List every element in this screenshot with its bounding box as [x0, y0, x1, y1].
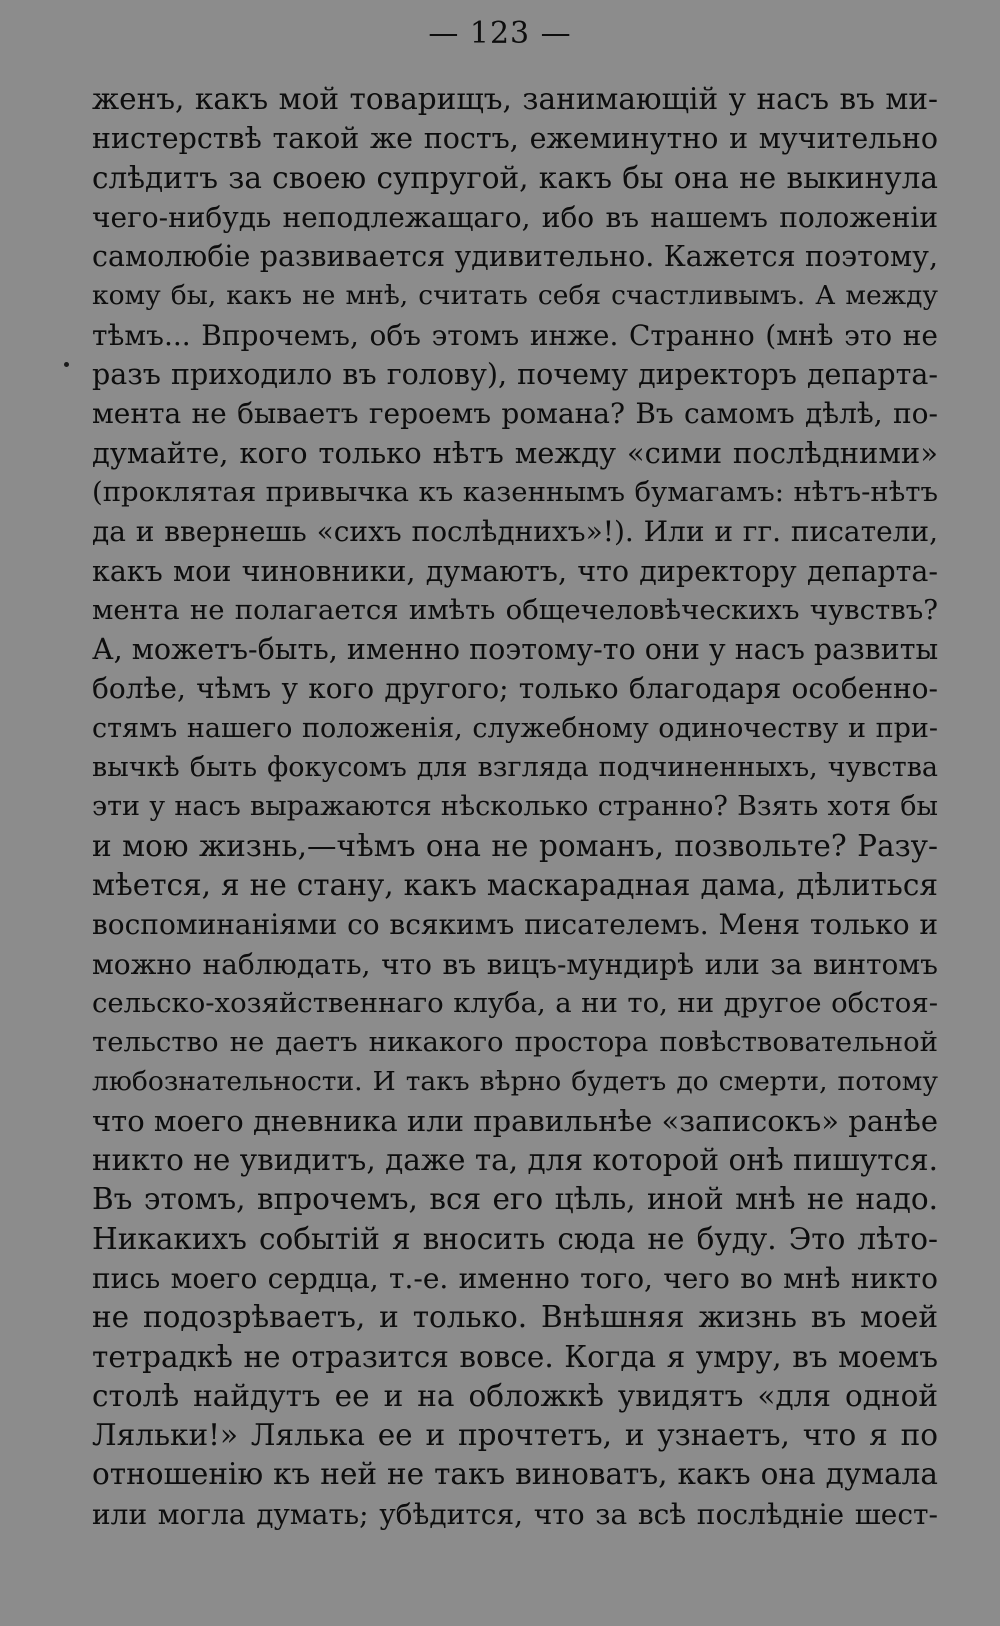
text-line: разъ приходило въ голову), почему директоръ департа- — [92, 358, 938, 392]
text-line: какъ мои чиновники, думаютъ, что директору департа- — [92, 554, 938, 588]
page-number: — 123 — — [428, 16, 572, 51]
text-line: Въ этомъ, впрочемъ, вся его цѣль, иной мнѣ не надо. — [92, 1182, 938, 1217]
margin-dot — [64, 362, 69, 367]
text-line: нистерствѣ такой же постъ, ежеминутно и мучительно — [92, 122, 938, 156]
text-line: слѣдитъ за своею супругой, какъ бы она не выкинула — [92, 160, 938, 195]
text-line: можно наблюдать, что въ вицъ-мундирѣ или за винтомъ — [92, 947, 938, 981]
text-line: столѣ найдутъ ее и на обложкѣ увидятъ «для одной — [92, 1378, 938, 1413]
text-line: думайте, кого только нѣтъ между «сими послѣдними» — [92, 435, 938, 470]
text-line: что моего дневника или правильнѣе «записокъ» ранѣе — [92, 1103, 938, 1138]
text-line: или могла думать; убѣдится, что за всѣ послѣдніе шест- — [92, 1497, 938, 1531]
text-line: стямъ нашего положенія, служебному одиночеству и при- — [92, 712, 938, 744]
text-line: мѣется, я не стану, какъ маскарадная дама, дѣлиться — [92, 867, 938, 902]
text-line: да и ввернешь «сихъ послѣднихъ»!). Или и гг. писатели, — [92, 515, 938, 549]
text-line: эти у насъ выражаются нѣсколько странно? Взять хотя бы — [92, 791, 938, 823]
text-line: отношенію къ ней не такъ виноватъ, какъ она думала — [92, 1457, 938, 1492]
text-line: тетрадкѣ не отразится вовсе. Когда я умру, въ моемъ — [92, 1339, 938, 1374]
text-line: чего-нибудь неподлежащаго, ибо въ нашемъ положеніи — [92, 200, 938, 234]
body-text — [92, 80, 938, 1534]
text-line: А, можетъ-быть, именно поэтому-то они у насъ развиты — [92, 633, 938, 667]
text-line: воспоминаніями со всякимъ писателемъ. Меня только и — [92, 908, 938, 942]
text-line: сельско-хозяйственнаго клуба, а ни то, ни другое обстоя- — [92, 986, 938, 1019]
text-line: пись моего сердца, т.-е. именно того, чего во мнѣ никто — [92, 1261, 938, 1295]
text-line: никто не увидитъ, даже та, для которой онѣ пишутся. — [92, 1143, 938, 1178]
text-line: кому бы, какъ не мнѣ, считать себя счастливымъ. А между — [92, 280, 938, 312]
text-line: не подозрѣваетъ, и только. Внѣшняя жизнь въ моей — [92, 1300, 938, 1335]
text-line: вычкѣ быть фокусомъ для взгляда подчиненныхъ, чувства — [92, 752, 938, 784]
text-line: и мою жизнь,—чѣмъ она не романъ, позвольте? Разу- — [92, 828, 938, 863]
text-line: Никакихъ событій я вносить сюда не буду. Это лѣто- — [92, 1221, 938, 1256]
text-line: тѣмъ... Впрочемъ, объ этомъ инже. Странно (мнѣ это не — [92, 318, 938, 352]
text-line: Ляльки!» Лялька ее и прочтетъ, и узнаетъ, что я по — [92, 1418, 938, 1453]
text-line: тельство не даетъ никакого простора повѣствовательной — [92, 1026, 938, 1059]
text-line: любознательности. И такъ вѣрно будетъ до смерти, потому — [92, 1066, 938, 1098]
text-line: мента не бываетъ героемъ романа? Въ самомъ дѣлѣ, по- — [92, 397, 938, 431]
text-line: (проклятая привычка къ казеннымъ бумагамъ: нѣтъ-нѣтъ — [92, 475, 938, 508]
text-line: женъ, какъ мой товарищъ, занимающій у насъ въ ми- — [92, 82, 938, 116]
text-line: болѣе, чѣмъ у кого другого; только благодаря особенно- — [92, 672, 938, 706]
text-line: самолюбіе развивается удивительно. Кажется поэтому, — [92, 240, 938, 274]
text-line: мента не полагается имѣть общечеловѣческихъ чувствъ? — [92, 593, 938, 626]
